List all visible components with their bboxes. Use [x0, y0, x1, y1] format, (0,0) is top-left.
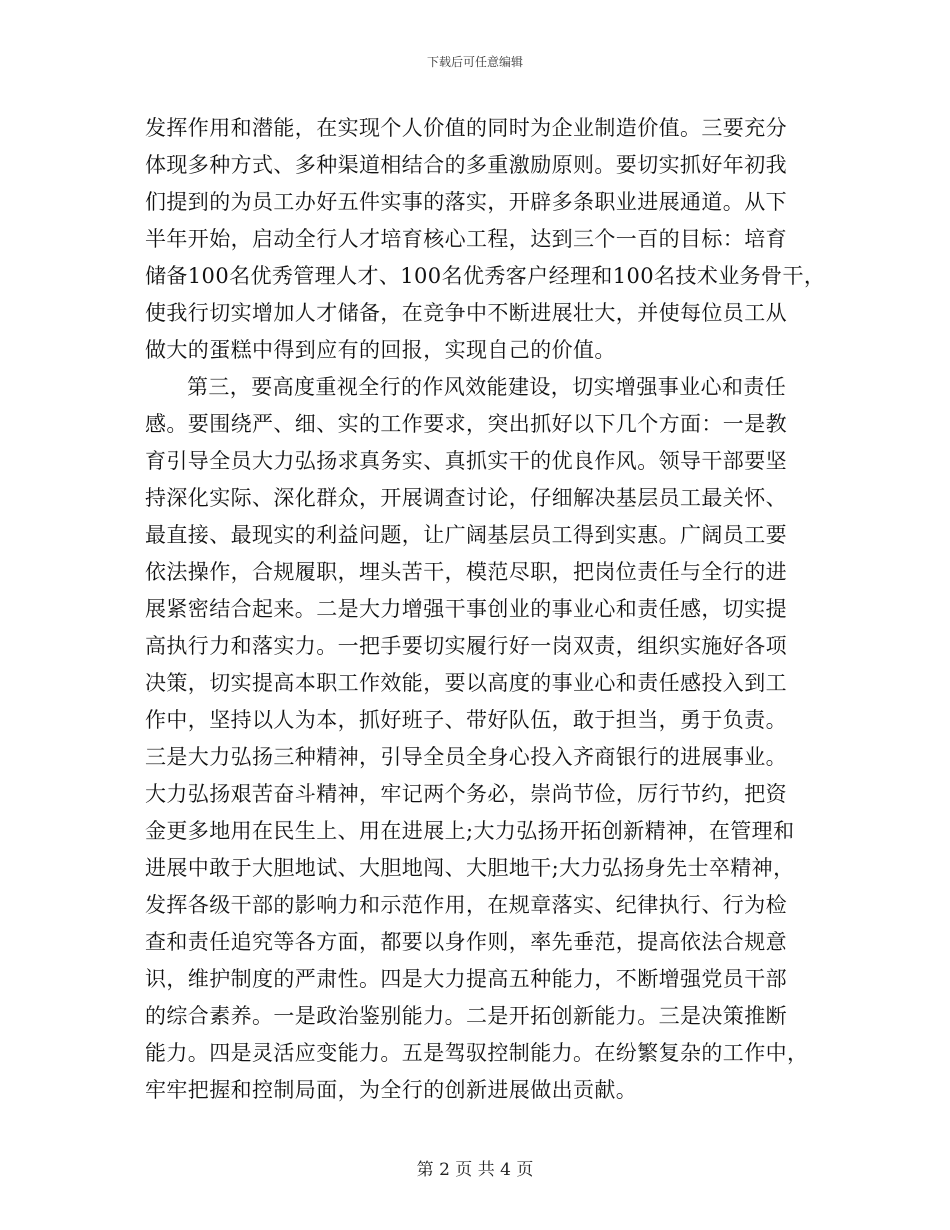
text-line: 作中，坚持以人为本，抓好班子、带好队伍，敢于担当，勇于负责。: [145, 708, 787, 732]
page-number-footer: 第 2 页 共 4 页: [416, 1160, 534, 1180]
text-line: 牢牢把握和控制局面，为全行的创新进展做出贡献。: [145, 1078, 638, 1102]
text-line: 的综合素养。一是政治鉴别能力。二是开拓创新能力。三是决策推断: [145, 1004, 787, 1028]
text-line: 依法操作，合规履职，埋头苦干，模范尽职，把岗位责任与全行的进: [145, 560, 787, 584]
text-line: 大力弘扬艰苦奋斗精神，牢记两个务必，崇尚节俭，厉行节约，把资: [145, 782, 787, 806]
page-header-note: 下载后可任意编辑: [426, 55, 523, 69]
text-line: 体现多种方式、多种渠道相结合的多重激励原则。要切实抓好年初我: [145, 153, 787, 177]
text-line: 最直接、最现实的利益问题，让广阔基层员工得到实惠。广阔员工要: [145, 523, 787, 547]
text-line: 进展中敢于大胆地试、大胆地闯、大胆地干;大力弘扬身先士卒精神，: [145, 856, 795, 880]
text-line: 发挥作用和潜能，在实现个人价值的同时为企业制造价值。三要充分: [145, 116, 787, 140]
document-body: [145, 110, 825, 1109]
text-line: 使我行切实增加人才储备，在竞争中不断进展壮大，并使每位员工从: [145, 301, 787, 325]
text-line: 高执行力和落实力。一把手要切实履行好一岗双责，组织实施好各项: [145, 634, 787, 658]
text-line: 感。要围绕严、细、实的工作要求，突出抓好以下几个方面：一是教: [145, 412, 787, 436]
text-line: 金更多地用在民生上、用在进展上;大力弘扬开拓创新精神，在管理和: [145, 819, 795, 843]
text-line: 育引导全员大力弘扬求真务实、真抓实干的优良作风。领导干部要坚: [145, 449, 787, 473]
text-line: 展紧密结合起来。二是大力增强干事创业的事业心和责任感，切实提: [145, 597, 787, 621]
text-line: 识，维护制度的严肃性。四是大力提高五种能力，不断增强党员干部: [145, 967, 787, 991]
text-line: 能力。四是灵活应变能力。五是驾驭控制能力。在纷繁复杂的工作中，: [145, 1041, 809, 1065]
text-line: 决策，切实提高本职工作效能，要以高度的事业心和责任感投入到工: [145, 671, 787, 695]
text-line: 们提到的为员工办好五件实事的落实，开辟多条职业进展通道。从下: [145, 190, 787, 214]
text-line: 半年开始，启动全行人才培育核心工程，达到三个一百的目标：培育: [145, 227, 787, 251]
text-line: 储备100名优秀管理人才、100名优秀客户经理和100名技术业务骨干，: [145, 264, 826, 288]
paragraph-start-line: 第三，要高度重视全行的作风效能建设，切实增强事业心和责任: [187, 375, 787, 399]
text-line: 做大的蛋糕中得到应有的回报，实现自己的价值。: [145, 338, 616, 362]
text-line: 持深化实际、深化群众，开展调查讨论，仔细解决基层员工最关怀、: [145, 486, 787, 510]
text-line: 查和责任追究等各方面，都要以身作则，率先垂范，提高依法合规意: [145, 930, 787, 954]
text-line: 三是大力弘扬三种精神，引导全员全身心投入齐商银行的进展事业。: [145, 745, 787, 769]
text-line: 发挥各级干部的影响力和示范作用，在规章落实、纪律执行、行为检: [145, 893, 787, 917]
